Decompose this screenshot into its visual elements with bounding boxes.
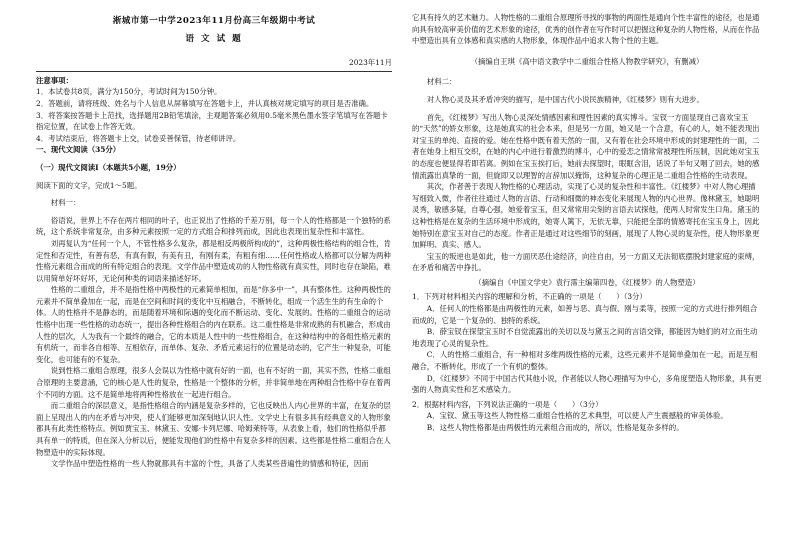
paragraph: 其次，作者善于表现人物性格的心理活动，实现了心灵的复杂性和丰富性。《红楼梦》中对人物心理描写细致入微，作者往往通过人物的言语、行动和细微的神态变化来展现人物的内心世界。像林黛玉，她聪明灵秀，敏感多疑，自尊心强，她爱着宝玉，但又常常用尖刻的言语去试探他，使两人时常发生口角。黛玉的这种性格是在复杂的生活环境中形成的，她寄人篱下，无依无靠，只能把全部的情感寄托在宝玉身上，因此她特别在意宝玉对自己的态度。作者正是通过对这些细节的刻画，展现了人物心灵的复杂性，使人物形象更加鲜明、真实、感人。 — [412, 182, 760, 250]
question-2: 2．根据材料内容，下列说法正确的一项是（ ）（3分） — [412, 399, 603, 409]
option-d: D．《红楼梦》不同于中国古代其他小说，作者能以人物心理描写为中心，多角度塑造人物形象，具有更强的人物真实性和艺术感染力。 — [412, 373, 762, 395]
section-title: 一、现代文阅读（35分） — [36, 145, 121, 155]
material-label: 材料二： — [426, 77, 457, 87]
option-a: A．任何人的性格都是由两极性的元素，如善与恶、真与假、刚与柔等，按照一定的方式进行排列组合而成的，它是一个复杂的、独特的系统。 — [412, 304, 758, 325]
paragraph: 刘再复认为“任何一个人，不管性格多么复杂，都是相反两极所构成的”，这种两极性格结构的组合性，肯定性和否定性，有善有恶，有真有假，有美有丑，有刚有柔，有粗有细……任何性格或人格都可以分解为两种性格元素组合而成的所有特定组合的表现。文学作品中塑造成功的人物性格就有真实性，同时也存在缺陷，难以用简单好坏好坏，无论何种类的词语来描述好坏。 — [36, 238, 391, 283]
paragraph: 性格的二重组合，并不是指性格中两极性的元素简单相加，而是“你多中一”，具有整体性。这种两极性的元素并不简单叠加在一起，而是在空间和时间的变化中互相融合，不断转化，组成一个活生生的有生命的个体。人的性格并不是静态的，而是随着环境和际遇的变化而不断运动、变化、发展的。性格的二重组合的运动性格中出现一些性格的动态统一，提出各种性格组合的内在联系。这二重性格是非常成熟的有机融合，形成由人性的层次，人为我有一个最终的融合，它的本质是人性中的一些性格组合，在这种结构中的各组性格元素的有机统一，而非各自相等、互相依存，而单体、复杂、矛盾元素运行的位置是动态的，它产生一种复杂，可能变化，也可能有的不复杂。 — [36, 285, 391, 364]
part-title: （一）现代文阅读Ⅰ（本题共5小题，19分） — [36, 162, 181, 172]
notes-title: 注意事项： — [36, 75, 73, 85]
option-b: B．这些人物性格都是由两极性的元素组合而成的，所以，性格是复杂多样的。 — [426, 423, 684, 432]
source-citation: （摘编自《中国文学史》袁行霈主编第四卷，《红楼梦》的人物塑造） — [474, 277, 700, 287]
note-item: 2．答题前，请将班级、姓名与个人信息从屏幕填写在答题卡上，并认真核对规定填写的项目是否准确。 — [36, 98, 374, 108]
material-label: 材料一： — [50, 198, 81, 208]
note-item: 3．将答案按答题卡上范找，选择题用2B铅笔填涂，主观题答案必须用0.5毫米黑色墨水签字笔填写在答题卡指定位置，在试卷上作答无效。 — [36, 110, 388, 132]
subject-title: 语 文 试 题 — [185, 33, 243, 44]
source-citation: （摘编自王琪《高中语文教学中二重组合性格人物教学研究》，有删减） — [470, 56, 704, 66]
right-column — [412, 12, 762, 434]
paragraph: 它具有持久的艺术魅力。人物性格的二重组合原理所寻找的事物的两面性是通向个性丰富性的途径，也是通向具有较高审美价值的艺术形象的途径，优秀的创作者在写作时可以把握这种复杂的人物性格，从而在作品中塑造出具有立体感和真实感的人物形象，体现作品中追求人物个性的主题。 — [412, 13, 760, 46]
left-column — [36, 12, 392, 470]
note-item: 4．考试结束后，将答题卡上交，试卷妥善保管，待老师讲评。 — [36, 133, 241, 143]
paragraph: 说到性格二重组合原理，很多人会误以为性格中就有好的一面，也有不好的一面，其实不然，性格二重组合原理的主要意涵，它的核心是人性的复杂，性格是一个整体的分析，并非简单地在两种组合性格中存在着两个不同的方面。这不是简单地将两种性格放在一起进行组合。 — [36, 366, 391, 399]
paragraph: 宝玉的叛逆也是如此，他一方面厌恶仕途经济，向往自由，另一方面又无法彻底摆脱封建家庭的束缚，在矛盾和痛苦中挣扎。 — [412, 251, 760, 273]
option-b: B．薛宝钗在探望宝玉时不自觉流露出的关切以及与黛玉之间的言语交锋，都能因为她们的对立而生动地表现了心灵的复杂性。 — [412, 327, 758, 348]
instruction: 阅读下面的文字，完成1～5题。 — [36, 180, 142, 190]
note-item: 1．本试卷共8页，满分为150分，考试时间为150分钟。 — [36, 87, 222, 97]
school-title: 淅城市第一中学2023年11月份高三年级期中考试 — [112, 16, 316, 26]
paragraph: 首先，《红楼梦》写出人物心灵深处情感因素和理性因素的真实博斗。宝钗一方面显现自己喜欢宝玉的“天然”的娇女形象，这是她真实的社会本来，但是另一方面，她又是一个合意，有心的人，她不能表现出对宝玉的单纯、直接的爱。她在性格中既有着天然的一面，又有着在社会环境中形成的封建理性的一面，二者在她身上相互交织，在她的内心中进行着激烈的博斗，心中的爱恋之情常常被理性所压制，因此她对宝玉的态度也便显得若即若离。例如在宝玉挨打后，她前去探望时，眼眶含泪，话说了半句又咽了回去，她的感情流露出真挚的一面，但旋即又以理智的言辞加以掩饰，这种复杂的心理正是二重组合性格的生动表现。 — [412, 112, 760, 180]
option-a: A．宝钗、黛玉等这些人物性格二重组合性格的艺术典型，可以使人产生震撼般的审美体验。 — [426, 411, 728, 421]
paragraph: 文学作品中塑造性格的一些人物就都具有丰富的个性，具备了人类某些普遍性的情感和特征，因而 — [50, 459, 369, 469]
paragraph: 对人物心灵及其矛盾冲突的描写，是中国古代小说民族精神，《红楼梦》则有大进步。 — [426, 94, 704, 104]
question-1: 1．下列对材料相关内容的理解和分析，不正确的一项是（ ）（3分） — [412, 292, 647, 302]
paragraph: 俗语说，世界上不存在两片相同的叶子，也正说出了性格的千差万别，每一个人的性格都是一个独特的系统，这个系统非常复杂，由多种元素按照一定的方式组合和排列而成，因此也表现出复杂性和丰富性。 — [36, 215, 391, 237]
paragraph: 而二重组合的深层意义，是指性格组合的内涵是复杂多样的，它也反映出人内心世界的丰富，在复杂的层面上呈现出人的内在矛盾与冲突，使人们能够更加深刻地认识人性。文学史上有很多具有经典意义的人物形象都具有此类性格特点。例如贾宝玉、林黛玉、安娜·卡列尼娜、哈姆莱特等，从表象上看，他们的性格似乎都具有单一的特质，但在深入分析以后，便能发现他们的性格中有复杂多样的因素。这些都是性格二重组合在人物塑造中的实际体现。 — [36, 401, 391, 457]
option-c: C．人的性格二重组合，有一种相对多维两级性格的元素，这些元素并不是简单叠加在一起，而是互相融合，不断转化，形成了一个有机的整体。 — [412, 350, 758, 372]
header-divider — [36, 71, 392, 72]
exam-date: 2023年11月 — [349, 58, 392, 68]
